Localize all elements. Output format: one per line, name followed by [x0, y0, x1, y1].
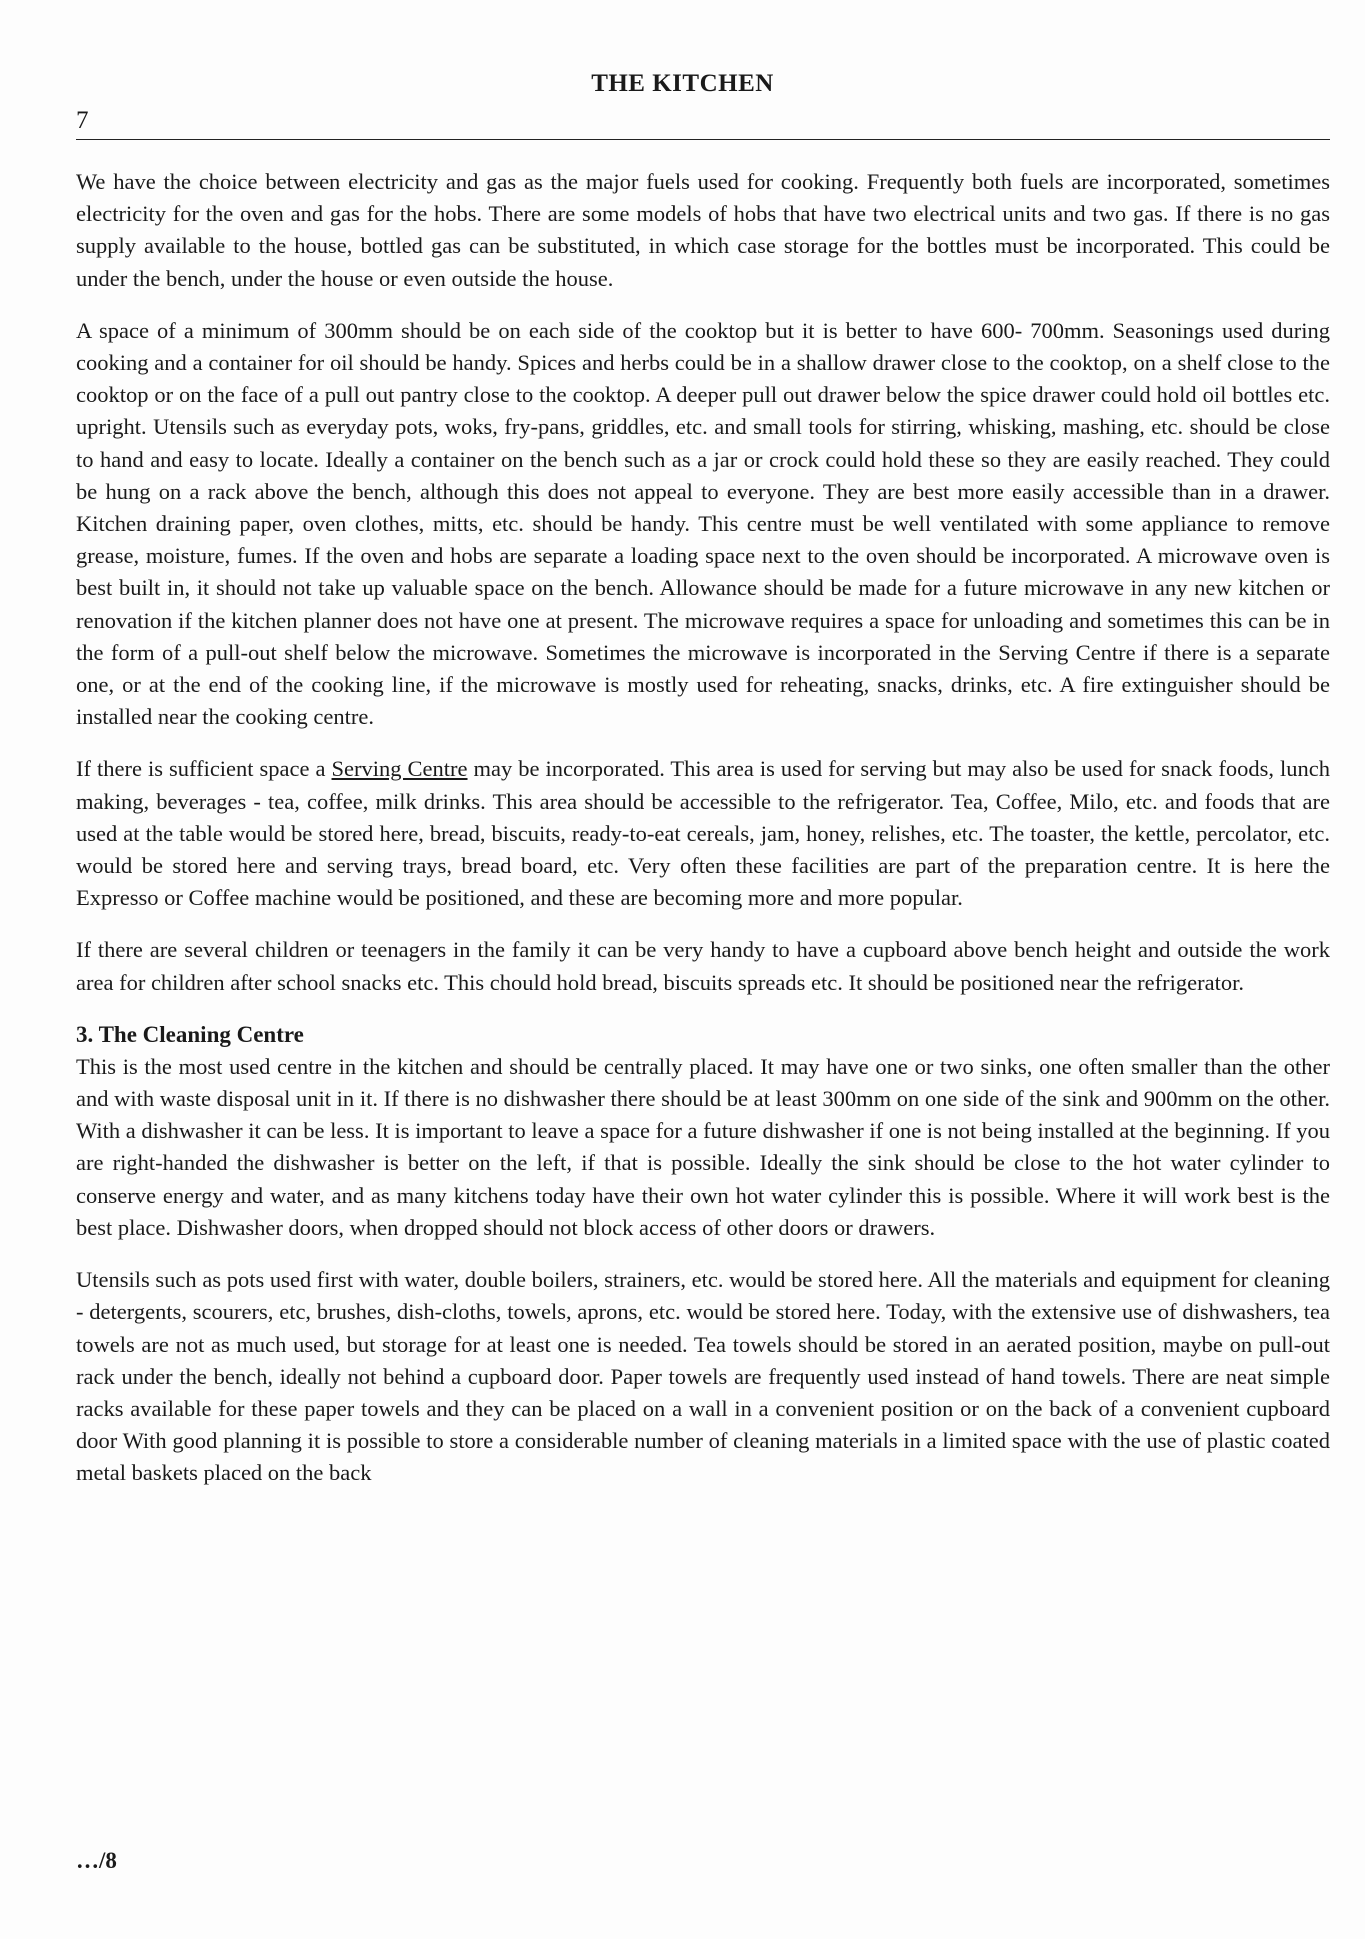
continuation-marker: …/8	[76, 1848, 117, 1873]
paragraph-cleaning-centre: This is the most used centre in the kitchen and should be centrally placed. It may have one or two sinks, one often smaller than the other and with waste disposal unit in it. If there is no dishwasher there should be at least 300mm on one side of the sink and 900mm on the other. With a dishwasher it can be less. It is important to leave a space for a future dishwasher if one is not being installed at the beginning. If you are right-handed the dishwasher is better on the left, if that is possible. Ideally the sink should be close to the hot water cylinder to conserve energy and water, and as many kitchens today have their own hot water cylinder this is possible. Where it will work best is the best place. Dishwasher doors, when dropped should not block access of other doors or drawers.	[76, 1053, 1330, 1240]
paragraph-children-cupboard: If there are several children or teenagers in the family it can be very handy to have a cupboard above bench height and outside the work area for children after school snacks etc. This chould hold bread, biscuits spreads etc. It should be positioned near the refrigerator.	[76, 937, 1330, 995]
paragraph-fuels: We have the choice between electricity and gas as the major fuels used for cooking. Frequently both fuels are incorporated, sometimes electricity for the oven and gas for the hobs. There are some models of hobs that have two electrical units and two gas. If there is no gas supply available to the house, bottled gas can be substituted, in which case storage for the bottles must be incorporated. This could be under the bench, under the house or even outside the house.	[76, 169, 1330, 291]
paragraph-serving-centre-intro: If there is sufficient space a	[76, 756, 332, 782]
paragraph-cooktop-space: A space of a minimum of 300mm should be on each side of the cooktop but it is better to have 600- 700mm. Seasonings used during cooking and a container for oil should be handy. Spices and herbs could be in a shallow drawer close to the cooktop, on a shelf close to the cooktop or on the face of a pull out pantry close to the cooktop. A deeper pull out drawer below the spice drawer could hold oil bottles etc. upright. Utensils such as everyday pots, woks, fry-pans, griddles, etc. and small tools for stirring, whisking, mashing, etc. should be close to hand and easy to locate. Ideally a container on the bench such as a jar or crock could hold these so they are easily reached. They could be hung on a rack above the bench, although this does not appeal to everyone. They are best more easily accessible than in a drawer. Kitchen draining paper, oven clothes, mitts, etc. should be handy. This centre must be well ventilated with some appliance to remove grease, moisture, fumes. If the oven and hobs are separate a loading space next to the oven should be incorporated. A microwave oven is best built in, it should not take up valuable space on the bench. Allowance should be made for a future microwave in any new kitchen or renovation if the kitchen planner does not have one at present. The microwave requires a space for unloading and sometimes this can be in the form of a pull-out shelf below the microwave. Sometimes the microwave is incorporated in the Serving Centre if there is a separate one, or at the end of the cooking line, if the microwave is mostly used for reheating, snacks, drinks, etc. A fire extinguisher should be installed near the cooking centre.	[76, 317, 1330, 730]
header-divider	[76, 139, 1330, 140]
serving-centre-term: Serving Centre	[331, 756, 468, 782]
section-heading-cleaning-centre: 3. The Cleaning Centre	[76, 1021, 304, 1047]
body-text	[76, 166, 1330, 1510]
page-number: 7	[76, 107, 89, 134]
running-header-title: THE KITCHEN	[591, 70, 774, 97]
paragraph-serving-centre-body: may be incorporated. This area is used for serving but may also be used for snack foods, lunch making, beverages - tea, coffee, milk drinks. This area should be accessible to the refrigerator. Tea, Coffee, Milo, etc. and foods that are used at the table would be stored here, bread, biscuits, ready-to-eat cereals, jam, honey, relishes, etc. The toaster, the kettle, percolator, etc. would be stored here and serving trays, bread board, etc. Very often these facilities are part of the preparation centre. It is here the Expresso or Coffee machine would be positioned, and these are becoming more and more popular.	[76, 756, 1331, 911]
paragraph-serving-centre	[76, 753, 1330, 914]
paragraph-cleaning-storage: Utensils such as pots used first with water, double boilers, strainers, etc. would be stored here. All the materials and equipment for cleaning - detergents, scourers, etc, brushes, dish-cloths, towels, aprons, etc. would be stored here. Today, with the extensive use of dishwashers, tea towels are not as much used, but storage for at least one is needed. Tea towels should be stored in an aerated position, maybe on pull-out rack under the bench, ideally not behind a cupboard door. Paper towels are frequently used instead of hand towels. There are neat simple racks available for these paper towels and they can be placed on a wall in a convenient position or on the back of a convenient cupboard door With good planning it is possible to store a considerable number of cleaning materials in a limited space with the use of plastic coated metal baskets placed on the back	[76, 1267, 1330, 1486]
